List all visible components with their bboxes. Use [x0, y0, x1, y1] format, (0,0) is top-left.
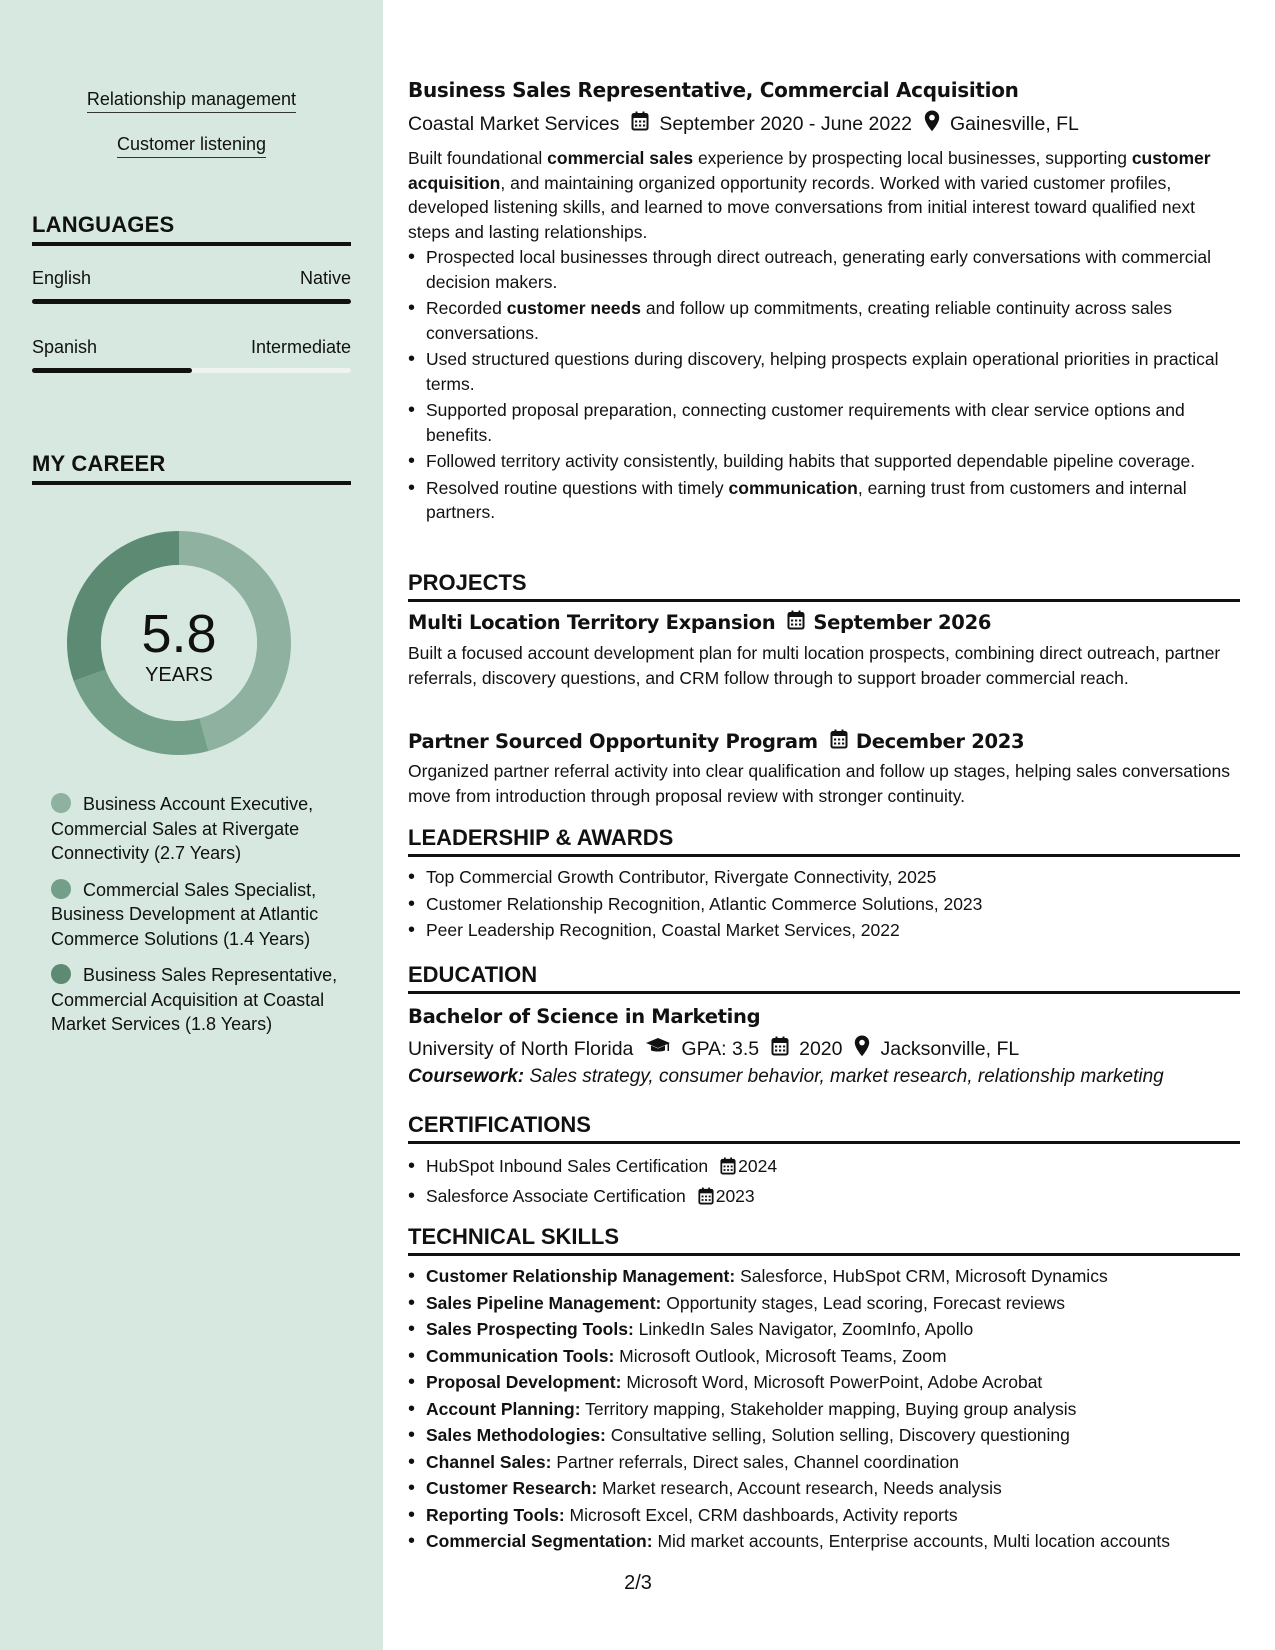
bold-text: Customer Relationship Management: — [426, 1266, 736, 1286]
skill-item — [408, 1291, 1240, 1316]
calendar-icon — [720, 1157, 736, 1182]
language-proficiency-bar — [32, 299, 351, 304]
career-legend — [51, 792, 341, 1049]
legend-dot-icon — [51, 964, 71, 984]
skill-item — [408, 1503, 1240, 1528]
list-item — [408, 476, 1240, 525]
certification-year: 2024 — [738, 1156, 778, 1176]
skill-item — [408, 1264, 1240, 1289]
bold-text: Communication Tools: — [426, 1345, 615, 1366]
education-meta — [408, 1035, 1019, 1063]
calendar-icon — [771, 1036, 789, 1062]
list-item — [408, 1154, 1240, 1182]
language-row — [32, 268, 351, 289]
leadership-list — [408, 865, 1240, 945]
bold-text: Sales Pipeline Management: — [426, 1292, 662, 1313]
bold-text: communication — [728, 477, 858, 498]
page-number: 2/3 — [624, 1572, 652, 1594]
list-item — [408, 347, 1240, 396]
project-description: Organized partner referral activity into clear qualification and follow up stages, helping sales conversations move from introduction through proposal review with stronger continuity. — [408, 761, 1230, 806]
text: , earning trust from customers and internal partners. — [426, 477, 1187, 522]
list-item: • Peer Leadership Recognition, Coastal Market Services, 2022 — [408, 918, 1240, 943]
text: and follow up commitments, creating reliable continuity across sales conversations. — [426, 298, 1173, 343]
list-item — [408, 296, 1240, 345]
text: experience by prospecting local businesses, supporting — [693, 148, 1132, 168]
career-total-unit: YEARS — [145, 664, 213, 686]
career-legend-item: Commercial Sales Specialist, Business Development at Atlantic Commerce Solutions (1.4 Years) — [51, 879, 319, 949]
language-proficiency-fill — [32, 368, 192, 373]
list-item: • Top Commercial Growth Contributor, Rivergate Connectivity, 2025 — [408, 865, 1240, 890]
skill-item — [408, 1423, 1240, 1448]
certifications-heading: CERTIFICATIONS — [408, 1112, 1240, 1144]
location-pin-icon — [924, 110, 940, 138]
project-date: September 2026 — [813, 611, 992, 634]
bold-text: customer needs — [506, 298, 641, 318]
skill-tag: Customer listening — [32, 133, 351, 158]
language-level: Intermediate — [250, 337, 351, 357]
career-donut — [66, 530, 292, 756]
language-name: Spanish — [32, 337, 98, 357]
bold-text: Channel Sales: — [426, 1451, 552, 1472]
career-total-years: 5.8 — [141, 604, 217, 664]
calendar-icon — [698, 1187, 714, 1212]
list-item — [408, 398, 1240, 447]
text: LinkedIn Sales Navigator, ZoomInfo, Apollo — [633, 1319, 974, 1339]
legend-dot-icon — [51, 879, 71, 899]
job-summary — [408, 146, 1240, 244]
bold-text: Sales Prospecting Tools: — [426, 1319, 634, 1339]
text: Partner referrals, Direct sales, Channel coordination — [551, 1451, 960, 1472]
graduation-year: 2020 — [799, 1037, 843, 1060]
coursework-label: Coursework: — [408, 1066, 525, 1087]
technical-skills-heading: TECHNICAL SKILLS — [408, 1224, 1240, 1256]
skill-item — [408, 1317, 1240, 1342]
text: Prospected local businesses through direct outreach, generating early conversations with commercial decision makers. — [426, 247, 1211, 292]
text: Followed territory activity consistently, building habits that supported dependable pipeline coverage. — [426, 451, 1196, 471]
languages-heading: LANGUAGES — [32, 212, 351, 246]
skill-item — [408, 1344, 1240, 1369]
list-item — [408, 1184, 1240, 1212]
text: Built foundational — [408, 148, 548, 168]
certification-year: 2023 — [715, 1185, 755, 1206]
project-title: Multi Location Territory Expansion September 2026 — [408, 611, 992, 634]
text: Salesforce, HubSpot CRM, Microsoft Dynamics — [735, 1266, 1108, 1286]
text: Recorded — [426, 298, 507, 318]
bold-text: Account Planning: — [426, 1398, 581, 1419]
bold-text: Sales Methodologies: — [426, 1425, 606, 1445]
coursework-text: Sales strategy, consumer behavior, market research, relationship marketing — [524, 1066, 1164, 1087]
degree-title: Bachelor of Science in Marketing — [408, 1005, 761, 1028]
coursework — [408, 1065, 1240, 1090]
skill-item — [408, 1529, 1240, 1554]
list-item: • Customer Relationship Recognition, Atlantic Commerce Solutions, 2023 — [408, 892, 1240, 917]
projects-heading: PROJECTS — [408, 570, 1240, 602]
education-heading: EDUCATION — [408, 962, 1240, 994]
list-item — [408, 245, 1240, 294]
text: Mid market accounts, Enterprise accounts, Multi location accounts — [652, 1531, 1171, 1551]
text: Supported proposal preparation, connecting customer requirements with clear service options and benefits. — [426, 400, 1185, 445]
project-date: December 2023 — [855, 730, 1025, 753]
school-location: Jacksonville, FL — [880, 1037, 1020, 1060]
certifications-list — [408, 1154, 1240, 1213]
gpa: GPA: 3.5 — [681, 1037, 760, 1060]
main-content — [408, 0, 1240, 1650]
job-title: Business Sales Representative, Commercial Acquisition — [408, 78, 1019, 102]
job-dates: September 2020 - June 2022 — [659, 112, 912, 135]
job-meta — [408, 110, 1079, 138]
text: Territory mapping, Stakeholder mapping, Buying group analysis — [580, 1398, 1077, 1419]
graduation-cap-icon — [645, 1037, 671, 1061]
skill-item — [408, 1370, 1240, 1395]
sidebar — [0, 0, 383, 1650]
leadership-heading: LEADERSHIP & AWARDS — [408, 825, 1240, 857]
list-item — [408, 449, 1240, 474]
skill-item — [408, 1397, 1240, 1422]
text: Microsoft Excel, CRM dashboards, Activity reports — [564, 1504, 958, 1525]
school-name: University of North Florida — [408, 1037, 634, 1060]
legend-dot-icon — [51, 793, 71, 813]
bold-text: commercial sales — [547, 148, 694, 168]
language-proficiency-bar — [32, 368, 351, 373]
language-name: English — [32, 268, 92, 288]
text: Consultative selling, Solution selling, Discovery questioning — [605, 1425, 1070, 1445]
job-bullets — [408, 245, 1240, 527]
job-location: Gainesville, FL — [949, 112, 1079, 135]
text: Microsoft Outlook, Microsoft Teams, Zoom — [614, 1345, 947, 1366]
language-row — [32, 337, 351, 358]
bold-text: Reporting Tools: — [426, 1504, 565, 1525]
skill-item — [408, 1476, 1240, 1501]
project-description: Built a focused account development plan for multi location prospects, combining direct outreach, partner referrals, discovery questions, and CRM follow through to support broader commercial reach. — [408, 643, 1221, 688]
language-proficiency-fill — [32, 299, 351, 304]
bold-text: Commercial Segmentation: — [426, 1531, 653, 1551]
calendar-icon — [830, 729, 848, 754]
career-legend-item: Business Sales Representative, Commercial Acquisition at Coastal Market Services (1.8 Years) — [51, 965, 338, 1034]
skill-item — [408, 1450, 1240, 1475]
project-title: Partner Sourced Opportunity Program December 2023 — [408, 730, 1025, 753]
bold-text: Proposal Development: — [426, 1372, 622, 1392]
certification-name: Salesforce Associate Certification — [426, 1185, 686, 1206]
calendar-icon — [631, 111, 649, 137]
text: Opportunity stages, Lead scoring, Forecast reviews — [661, 1292, 1066, 1313]
text: Resolved routine questions with timely — [426, 477, 729, 498]
technical-skills-list — [408, 1264, 1240, 1556]
career-heading: MY CAREER — [32, 451, 351, 485]
text: , and maintaining organized opportunity records. Worked with varied customer profiles, developed listening skills, and learned to move conversations from initial interest toward qualified next steps and lasting relationships. — [408, 172, 1195, 242]
certification-name: HubSpot Inbound Sales Certification — [426, 1156, 709, 1176]
text: Used structured questions during discovery, helping prospects explain operational priorities in practical terms. — [426, 349, 1219, 394]
career-legend-item: Business Account Executive, Commercial Sales at Rivergate Connectivity (2.7 Years) — [51, 794, 314, 863]
text: Market research, Account research, Needs analysis — [597, 1478, 1002, 1498]
skill-tag: Relationship management — [32, 88, 351, 113]
text: Microsoft Word, Microsoft PowerPoint, Adobe Acrobat — [621, 1372, 1043, 1392]
location-pin-icon — [854, 1035, 870, 1063]
language-level: Native — [299, 268, 351, 288]
company-name: Coastal Market Services — [408, 112, 620, 135]
bold-text: Customer Research: — [426, 1478, 598, 1498]
calendar-icon — [787, 610, 805, 635]
bold-text: customer acquisition — [408, 148, 1211, 193]
